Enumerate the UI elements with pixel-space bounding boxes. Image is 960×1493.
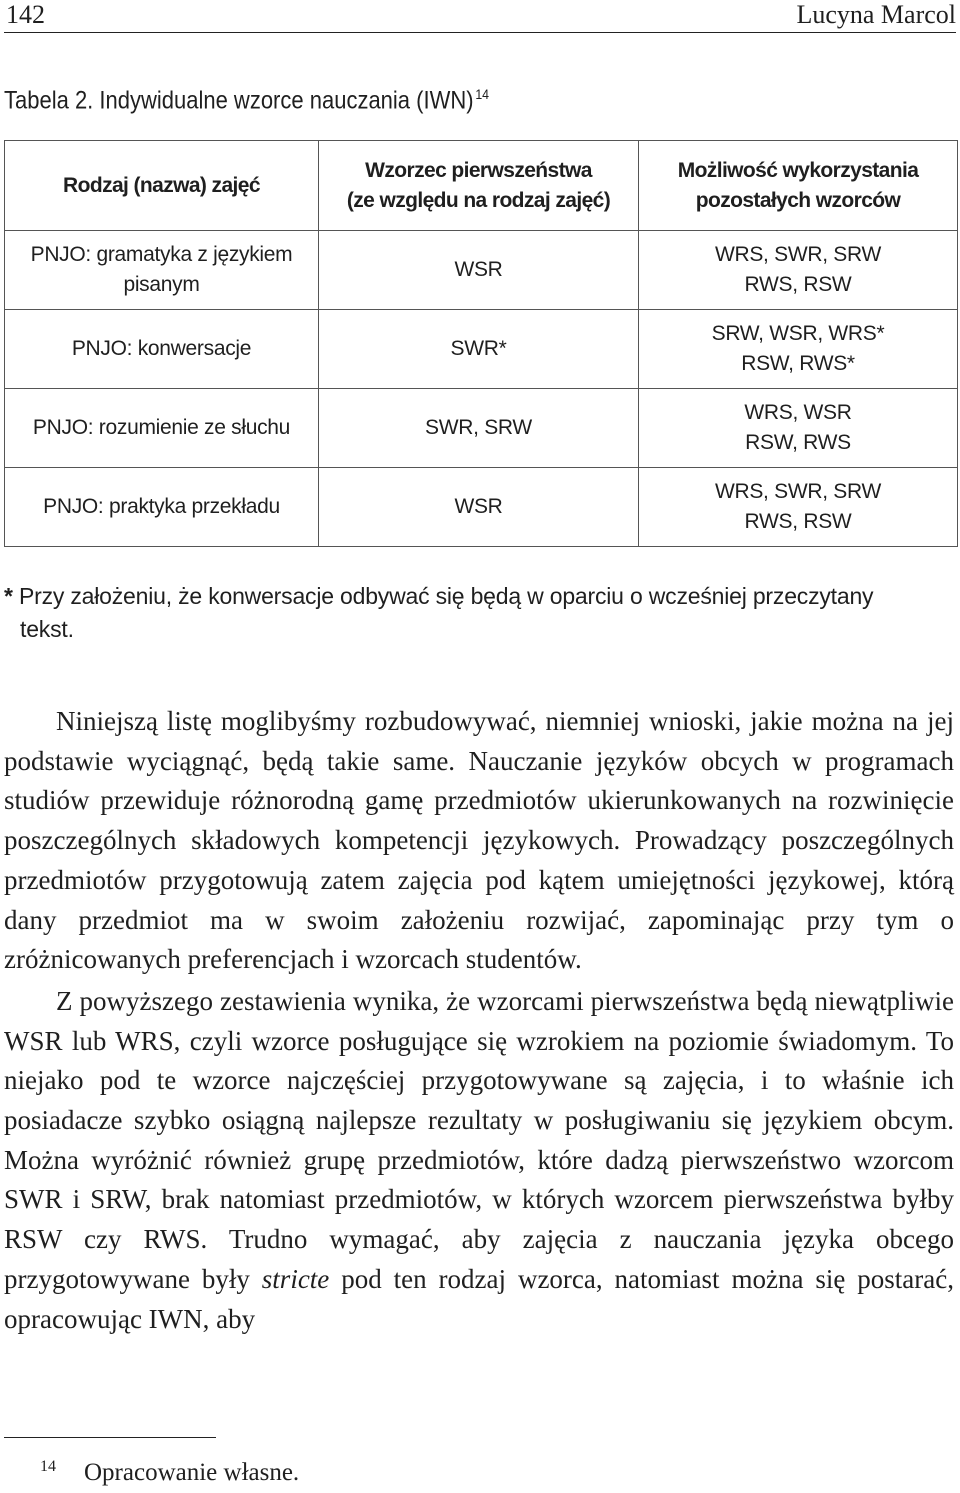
cell-other: SRW, WSR, WRS* RSW, RWS*	[639, 310, 958, 389]
note-text-line2: tekst.	[20, 616, 74, 642]
footnote-rule	[4, 1437, 216, 1438]
cell-type: PNJO: konwersacje	[5, 310, 319, 389]
table-header-row	[5, 141, 958, 231]
iwn-table	[4, 140, 958, 547]
emphasis-stricte: stricte	[261, 1263, 330, 1294]
cell-primary: SWR*	[319, 310, 639, 389]
table-note	[4, 580, 954, 646]
footnote-text: Opracowanie własne.	[84, 1459, 300, 1486]
page-number: 142	[6, 0, 45, 29]
footnote-number: 14	[40, 1458, 56, 1475]
cell-other: WRS, WSR RSW, RWS	[639, 389, 958, 468]
cell-primary: WSR	[319, 231, 639, 310]
cell-type: PNJO: rozumienie ze słuchu	[5, 389, 319, 468]
table-row	[5, 389, 958, 468]
cell-type: PNJO: gramatyka z językiem pisanym	[5, 231, 319, 310]
cell-other: WRS, SWR, SRW RWS, RSW	[639, 231, 958, 310]
running-header-author: Lucyna Marcol	[796, 0, 956, 29]
note-text-line1: Przy założeniu, że konwersacje odbywać się będą w oparciu o wcześniej przeczytany	[18, 583, 874, 609]
paragraph: Niniejszą listę moglibyśmy rozbudowywać, niemniej wnioski, jakie można na jej podstawie wyciągnąć, będą takie same. Nauczanie języków obcych w programach studiów przewiduje różnorodną gamę przedmiotów ukierunkowanych na rozwinięcie poszczególnych składowych kompetencji językowych. Prowadzący poszczególnych przedmiotów przygotowują zatem zajęcia pod kątem umiejętności językowej, którą dany przedmiot ma w swoim założeniu rozwijać, zapominając przy tym o zróżnicowanych preferencjach i wzorcach studentów.	[4, 706, 954, 975]
body-text	[4, 702, 954, 1339]
header-rule	[4, 32, 956, 33]
cell-primary: WSR	[319, 468, 639, 547]
cell-other: WRS, SWR, SRW RWS, RSW	[639, 468, 958, 547]
cell-primary: SWR, SRW	[319, 389, 639, 468]
footnote-ref: 14	[475, 86, 490, 102]
table-caption	[4, 86, 489, 115]
paragraph: Z powyższego zestawienia wynika, że wzorcami pierwszeństwa będą niewątpliwie WSR lub WRS, czyli wzorce posługujące się wzrokiem na poziomie świadomym. To niejako pod te wzorce najczęściej przygotowywane są zajęcia, i to właśnie ich posiadacze szybko osiągną najlepsze rezultaty w posługiwaniu się językiem obcym. Można wyróżnić również grupę przedmiotów, które dadzą pierwszeństwo wzorcom SWR i SRW, brak natomiast przedmiotów, w których wzorcem pierwszeństwa byłby RSW czy RWS. Trudno wymagać, aby zajęcia z nauczania języka obcego przygotowywane były stricte pod ten rodzaj wzorca, natomiast można się postarać, opracowując IWN, aby	[4, 985, 954, 1334]
col-header-primary: Wzorzec pierwszeństwa (ze względu na rodzaj zajęć)	[319, 141, 639, 231]
col-header-type: Rodzaj (nazwa) zajęć	[5, 141, 319, 231]
cell-type: PNJO: praktyka przekładu	[5, 468, 319, 547]
table-row	[5, 310, 958, 389]
table-caption-text: Tabela 2. Indywidualne wzorce nauczania (IWN)	[4, 86, 474, 115]
col-header-other: Możliwość wykorzystania pozostałych wzorców	[639, 141, 958, 231]
table-row	[5, 231, 958, 310]
note-asterisk: *	[4, 583, 13, 609]
table-row	[5, 468, 958, 547]
